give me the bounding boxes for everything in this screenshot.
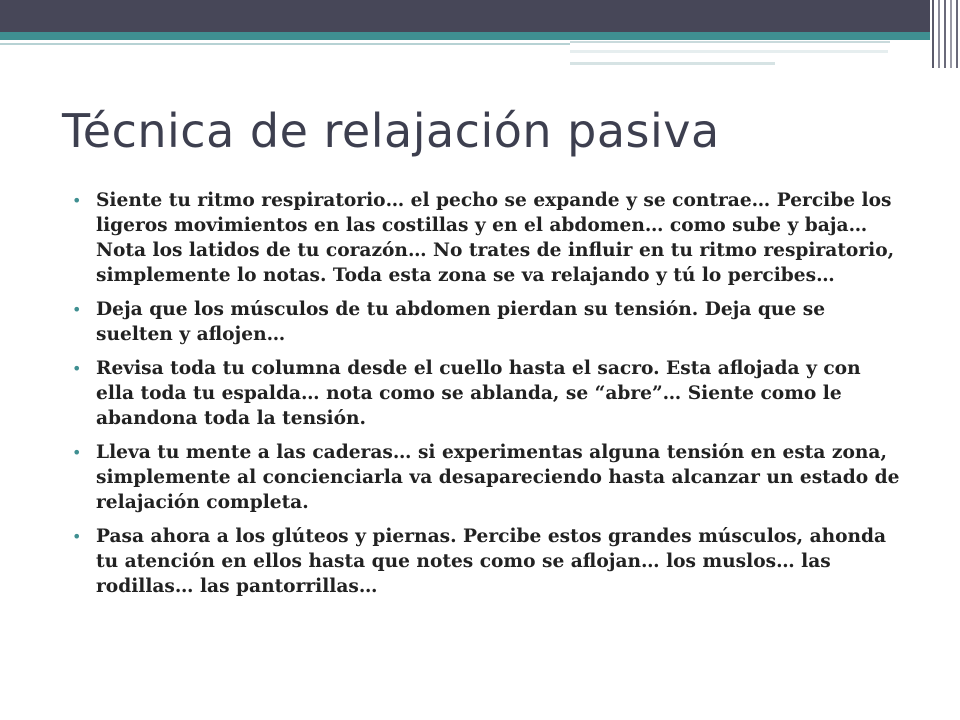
bullet-item bbox=[72, 297, 902, 347]
bullet-icon: • bbox=[72, 300, 82, 319]
header-rule-short bbox=[570, 62, 775, 65]
header-rule-left bbox=[0, 43, 570, 45]
bullet-text: Deja que los músculos de tu abdomen pierdan su tensión. Deja que se suelten y aflojen… bbox=[96, 299, 826, 345]
bullet-item bbox=[72, 188, 902, 288]
header-accent-band bbox=[0, 32, 960, 40]
header-corner-stripes bbox=[930, 0, 960, 68]
bullet-text: Pasa ahora a los glúteos y piernas. Percibe estos grandes músculos, ahonda tu atención en ellos hasta que notes como se aflojan… los muslos… las rodillas… las pantorrillas… bbox=[96, 526, 887, 597]
header-rule-right-inner bbox=[570, 50, 888, 53]
bullet-icon: • bbox=[72, 191, 82, 210]
bullet-list bbox=[72, 188, 902, 608]
bullet-icon: • bbox=[72, 359, 82, 378]
bullet-text: Lleva tu mente a las caderas… si experimentas alguna tensión en esta zona, simplemente al concienciarla va desapareciendo hasta alcanzar un estado de relajación completa. bbox=[96, 442, 900, 513]
bullet-item bbox=[72, 440, 902, 515]
bullet-text: Siente tu ritmo respiratorio… el pecho se expande y se contrae… Percibe los ligeros movimientos en las costillas y en el abdomen… como sube y baja… Nota los latidos de tu corazón… No trates de influir en tu ritmo respiratorio, simplemente lo notas. Toda esta zona se va relajando y tú lo percibes… bbox=[96, 190, 895, 286]
bullet-icon: • bbox=[72, 443, 82, 462]
slide-title: Técnica de relajación pasiva bbox=[62, 104, 720, 158]
bullet-icon: • bbox=[72, 527, 82, 546]
bullet-item bbox=[72, 356, 902, 431]
bullet-text: Revisa toda tu columna desde el cuello hasta el sacro. Esta aflojada y con ella toda tu espalda… nota como se ablanda, se “abre”… Siente como le abandona toda la tensión. bbox=[96, 358, 861, 429]
bullet-item bbox=[72, 524, 902, 599]
header-band bbox=[0, 0, 960, 32]
